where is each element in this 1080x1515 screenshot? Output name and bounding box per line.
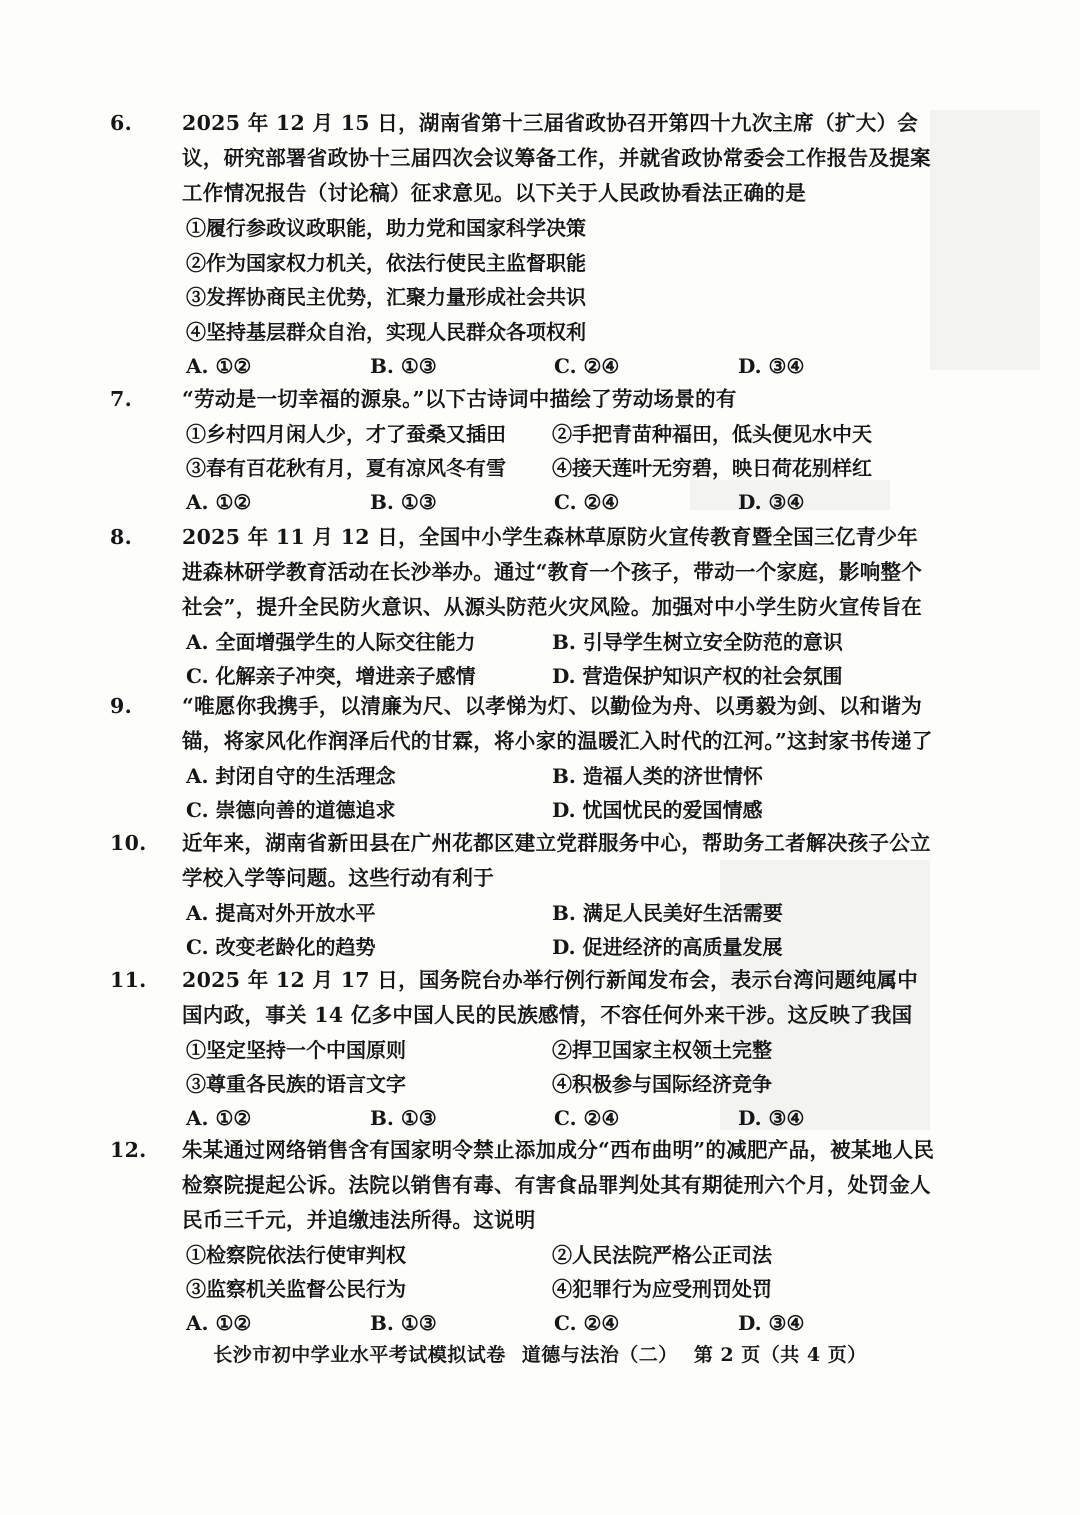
option-b: B. ①③	[370, 1106, 437, 1130]
question-stem	[110, 520, 936, 625]
option-a: A. ①②	[186, 354, 252, 378]
option-b: B. ①③	[370, 354, 437, 378]
statements-row	[146, 451, 936, 485]
statement: ②作为国家权力机关，依法行使民主监督职能	[186, 250, 586, 275]
options-row	[146, 930, 936, 964]
option-b: B. 满足人民美好生活需要	[552, 901, 783, 925]
option-c: C. ②④	[554, 1106, 620, 1130]
question-number: 11.	[110, 968, 147, 992]
statement: ④坚持基层群众自治，实现人民群众各项权利	[186, 319, 586, 344]
statements-row	[146, 1067, 936, 1101]
option-d: D. ③④	[738, 1311, 805, 1335]
option-d: D. ③④	[738, 354, 805, 378]
options-row	[146, 1101, 936, 1135]
question-text: 近年来，湖南省新田县在广州花都区建立党群服务中心，帮助务工者解决孩子公立学校入学等问题。这些行动有利于	[182, 831, 931, 890]
question-11	[110, 963, 936, 1135]
statement: ②捍卫国家主权领土完整	[552, 1038, 772, 1062]
question-text: 2025 年 12 月 17 日，国务院台办举行例行新闻发布会，表示台湾问题纯属中国内政，事关 14 亿多中国人民的民族感情，不容任何外来干涉。这反映了我国	[182, 968, 919, 1027]
statements-row	[146, 1033, 936, 1067]
option-b: B. ①③	[370, 490, 437, 514]
statement: ②手把青苗种福田，低头便见水中天	[552, 422, 872, 446]
question-7	[110, 382, 936, 519]
option-d: D. 营造保护知识产权的社会氛围	[552, 664, 843, 688]
options-row	[146, 485, 936, 519]
exam-title: 长沙市初中学业水平考试模拟试卷	[213, 1344, 506, 1366]
statement: ①坚定坚持一个中国原则	[186, 1038, 406, 1062]
question-stem	[110, 963, 936, 1033]
statement: ③尊重各民族的语言文字	[186, 1072, 406, 1096]
option-c: C. 改变老龄化的趋势	[186, 935, 376, 959]
page-number: 第 2 页（共 4 页）	[693, 1344, 867, 1366]
question-number: 10.	[110, 831, 147, 855]
question-number: 9.	[110, 694, 133, 718]
option-d: D. ③④	[738, 1106, 805, 1130]
option-a: A. 全面增强学生的人际交往能力	[186, 630, 476, 654]
question-number: 7.	[110, 387, 133, 411]
option-c: C. ②④	[554, 354, 620, 378]
statement: ④接天莲叶无穷碧，映日荷花别样红	[552, 456, 872, 480]
option-c: C. ②④	[554, 1311, 620, 1335]
option-a: A. ①②	[186, 1311, 252, 1335]
statements-row	[146, 1272, 936, 1306]
option-d: D. 促进经济的高质量发展	[552, 935, 783, 959]
subject-label: 道德与法治（二）	[521, 1344, 678, 1366]
question-8	[110, 520, 936, 693]
option-b: B. 引导学生树立安全防范的意识	[552, 630, 843, 654]
options-row	[146, 349, 936, 383]
page-footer	[0, 1340, 1080, 1367]
question-text: “唯愿你我携手，以清廉为尺、以孝悌为灯、以勤俭为舟、以勇毅为剑、以和谐为锚，将家风化作润泽后代的甘霖，将小家的温暖汇入时代的江河。”这封家书传递了	[182, 694, 933, 753]
question-number: 8.	[110, 525, 133, 549]
question-12	[110, 1133, 936, 1340]
option-c: C. 化解亲子冲突，增进亲子感情	[186, 664, 476, 688]
statements-row	[146, 1238, 936, 1272]
option-c: C. ②④	[554, 490, 620, 514]
question-6	[110, 106, 936, 383]
statement: ④积极参与国际经济竞争	[552, 1072, 772, 1096]
statement: ③发挥协商民主优势，汇聚力量形成社会共识	[186, 285, 586, 309]
statement: ②人民法院严格公正司法	[552, 1243, 772, 1267]
options-row	[146, 1306, 936, 1340]
bleed-through-mark	[930, 110, 1040, 370]
question-number: 6.	[110, 111, 133, 135]
question-stem	[110, 689, 936, 759]
option-b: B. 造福人类的济世情怀	[552, 764, 763, 788]
question-text: “劳动是一切幸福的源泉。”以下古诗词中描绘了劳动场景的有	[182, 387, 737, 411]
option-a: A. 提高对外开放水平	[186, 901, 376, 925]
question-number: 12.	[110, 1138, 147, 1162]
question-9	[110, 689, 936, 827]
option-d: D. 忧国忧民的爱国情感	[552, 798, 763, 822]
option-d: D. ③④	[738, 490, 805, 514]
options-row	[146, 759, 936, 793]
option-a: A. ①②	[186, 1106, 252, 1130]
question-text: 2025 年 12 月 15 日，湖南省第十三届省政协召开第四十九次主席（扩大）会议，研究部署省政协十三届四次会议筹备工作，并就省政协常委会工作报告及提案工作情况报告（讨论稿）征求意见。以下关于人民政协看法正确的是	[182, 111, 931, 205]
statement: ④犯罪行为应受刑罚处罚	[552, 1277, 772, 1301]
options-row	[146, 793, 936, 827]
question-10	[110, 826, 936, 964]
options-row	[146, 659, 936, 693]
statement: ③春有百花秋有月，夏有凉风冬有雪	[186, 456, 506, 480]
option-a: A. ①②	[186, 490, 252, 514]
question-stem	[110, 1133, 936, 1238]
statement: ③监察机关监督公民行为	[186, 1277, 406, 1301]
statement: ①乡村四月闲人少，才了蚕桑又插田	[186, 422, 506, 446]
options-row	[146, 896, 936, 930]
option-b: B. ①③	[370, 1311, 437, 1335]
option-a: A. 封闭自守的生活理念	[186, 764, 396, 788]
question-stem	[110, 382, 936, 417]
statements-row	[146, 417, 936, 451]
statement: ①检察院依法行使审判权	[186, 1243, 406, 1267]
question-text: 朱某通过网络销售含有国家明令禁止添加成分“西布曲明”的减肥产品，被某地人民检察院提起公诉。法院以销售有毒、有害食品罪判处其有期徒刑六个月，处罚金人民币三千元，并追缴违法所得。这说明	[182, 1138, 935, 1232]
options-row	[146, 625, 936, 659]
option-c: C. 崇德向善的道德追求	[186, 798, 396, 822]
question-stem	[110, 826, 936, 896]
statement: ①履行参政议政职能，助力党和国家科学决策	[186, 216, 586, 240]
question-stem	[110, 106, 936, 211]
question-text: 2025 年 11 月 12 日，全国中小学生森林草原防火宣传教育暨全国三亿青少年进森林研学教育活动在长沙举办。通过“教育一个孩子，带动一个家庭，影响整个社会”，提升全民防火意识、从源头防范火灾风险。加强对中小学生防火宣传旨在	[182, 525, 923, 619]
